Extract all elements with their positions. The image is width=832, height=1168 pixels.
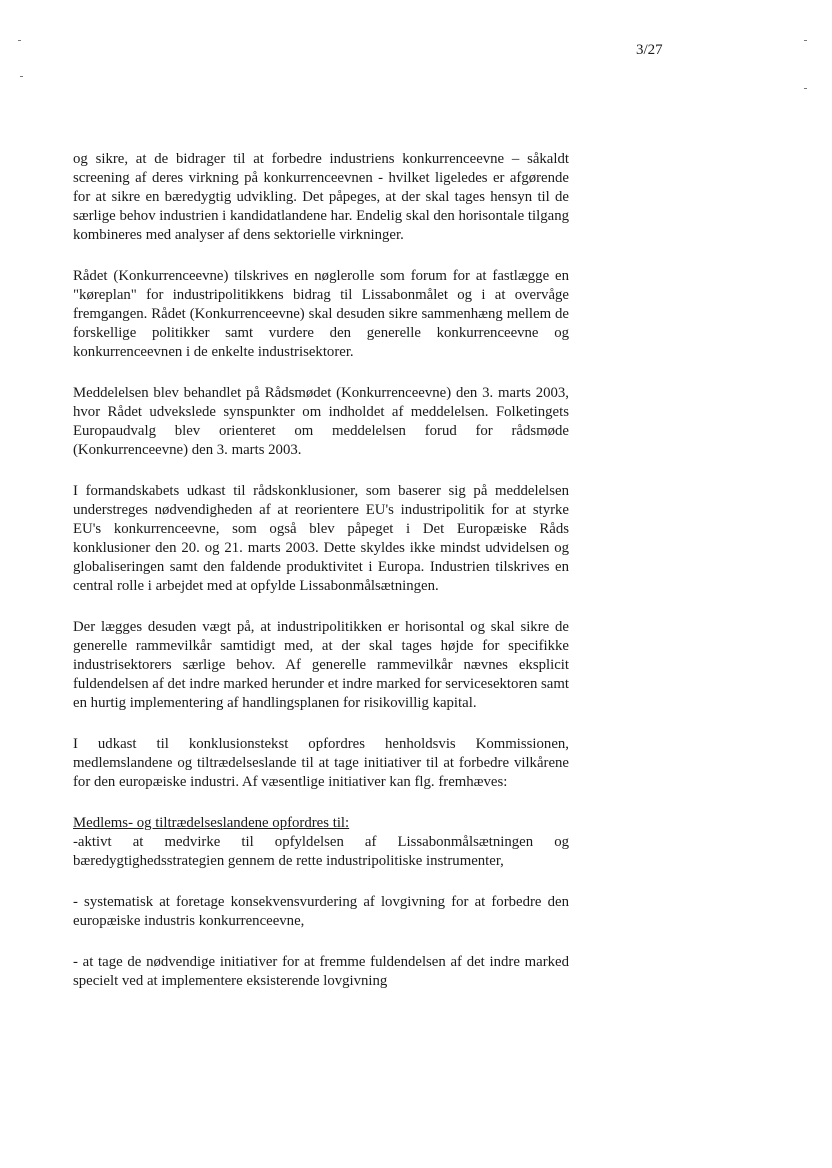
scan-mark [804,40,807,41]
document-body [73,150,569,1013]
paragraph: Meddelelsen blev behandlet på Rådsmødet (Konkurrenceevne) den 3. marts 2003, hvor Rådet udvekslede synspunkter om indholdet af meddelelsen. Folketingets Europaudvalg blev orienteret om meddelelsen forud for rådsmøde (Konkurrenceevne) den 3. marts 2003. [73,385,569,458]
scan-mark [804,88,807,89]
paragraph: I formandskabets udkast til rådskonklusioner, som baserer sig på meddelelsen understreges nødvendigheden af at reorientere EU's industripolitik for at styrke EU's konkurrenceevne, som også blev påpeget i Det Europæiske Råds konklusioner den 20. og 21. marts 2003. Dette skyldes ikke mindst udvidelsen og globaliseringen samt den faldende produktivitet i Europa. Industrien tilskrives en central rolle i arbejdet med at opfylde Lissabonmålsætningen. [73,483,569,594]
scan-mark [20,76,23,77]
paragraph: Rådet (Konkurrenceevne) tilskrives en nøglerolle som forum for at fastlægge en "køreplan" for industripolitikkens bidrag til Lissabonmålet og i at overvåge fremgangen. Rådet (Konkurrenceevne) skal desuden sikre sammenhæng mellem de forskellige politikker samt vurdere den generelle konkurrenceevne og konkurrenceevnen i de enkelte industrisektorer. [73,268,569,360]
list-heading: Medlems- og tiltrædelseslandene opfordres til: [73,815,350,831]
paragraph: I udkast til konklusionstekst opfordres henholdsvis Kommissionen, medlemslandene og tiltrædelseslande til at tage initiativer til at forbedre vilkårene for den europæiske industri. Af væsentlige initiativer kan flg. fremhæves: [73,736,569,790]
scan-mark [18,40,21,41]
list-item: - systematisk at foretage konsekvensvurdering af lovgivning for at forbedre den europæiske industris konkurrenceevne, [73,894,569,929]
paragraph: og sikre, at de bidrager til at forbedre industriens konkurrenceevne – såkaldt screening af deres virkning på konkurrenceevnen - hvilket ligeledes er afgørende for at sikre en bæredygtig udvikling. Det påpeges, at der skal tages hensyn til de særlige behov industrien i kandidatlandene har. Endelig skal den horisontale tilgang kombineres med analyser af dens sektorielle virkninger. [73,151,569,243]
list-item: - at tage de nødvendige initiativer for at fremme fuldendelsen af det indre marked specielt ved at implementere eksisterende lovgivning [73,954,569,989]
paragraph: Der lægges desuden vægt på, at industripolitikken er horisontal og skal sikre de generelle rammevilkår samtidigt med, at der skal tages højde for specifikke industrisektorers særlige behov. Af generelle rammevilkår nævnes eksplicit fuldendelsen af det indre marked herunder et indre marked for servicesektoren samt en hurtig implementering af handlingsplanen for risikovillig kapital. [73,619,569,711]
list-item: -aktivt at medvirke til opfyldelsen af Lissabonmålsætningen og bæredygtighedsstrategien gennem de rette industripolitiske instrumenter, [73,834,569,869]
page-number: 3/27 [636,42,663,58]
